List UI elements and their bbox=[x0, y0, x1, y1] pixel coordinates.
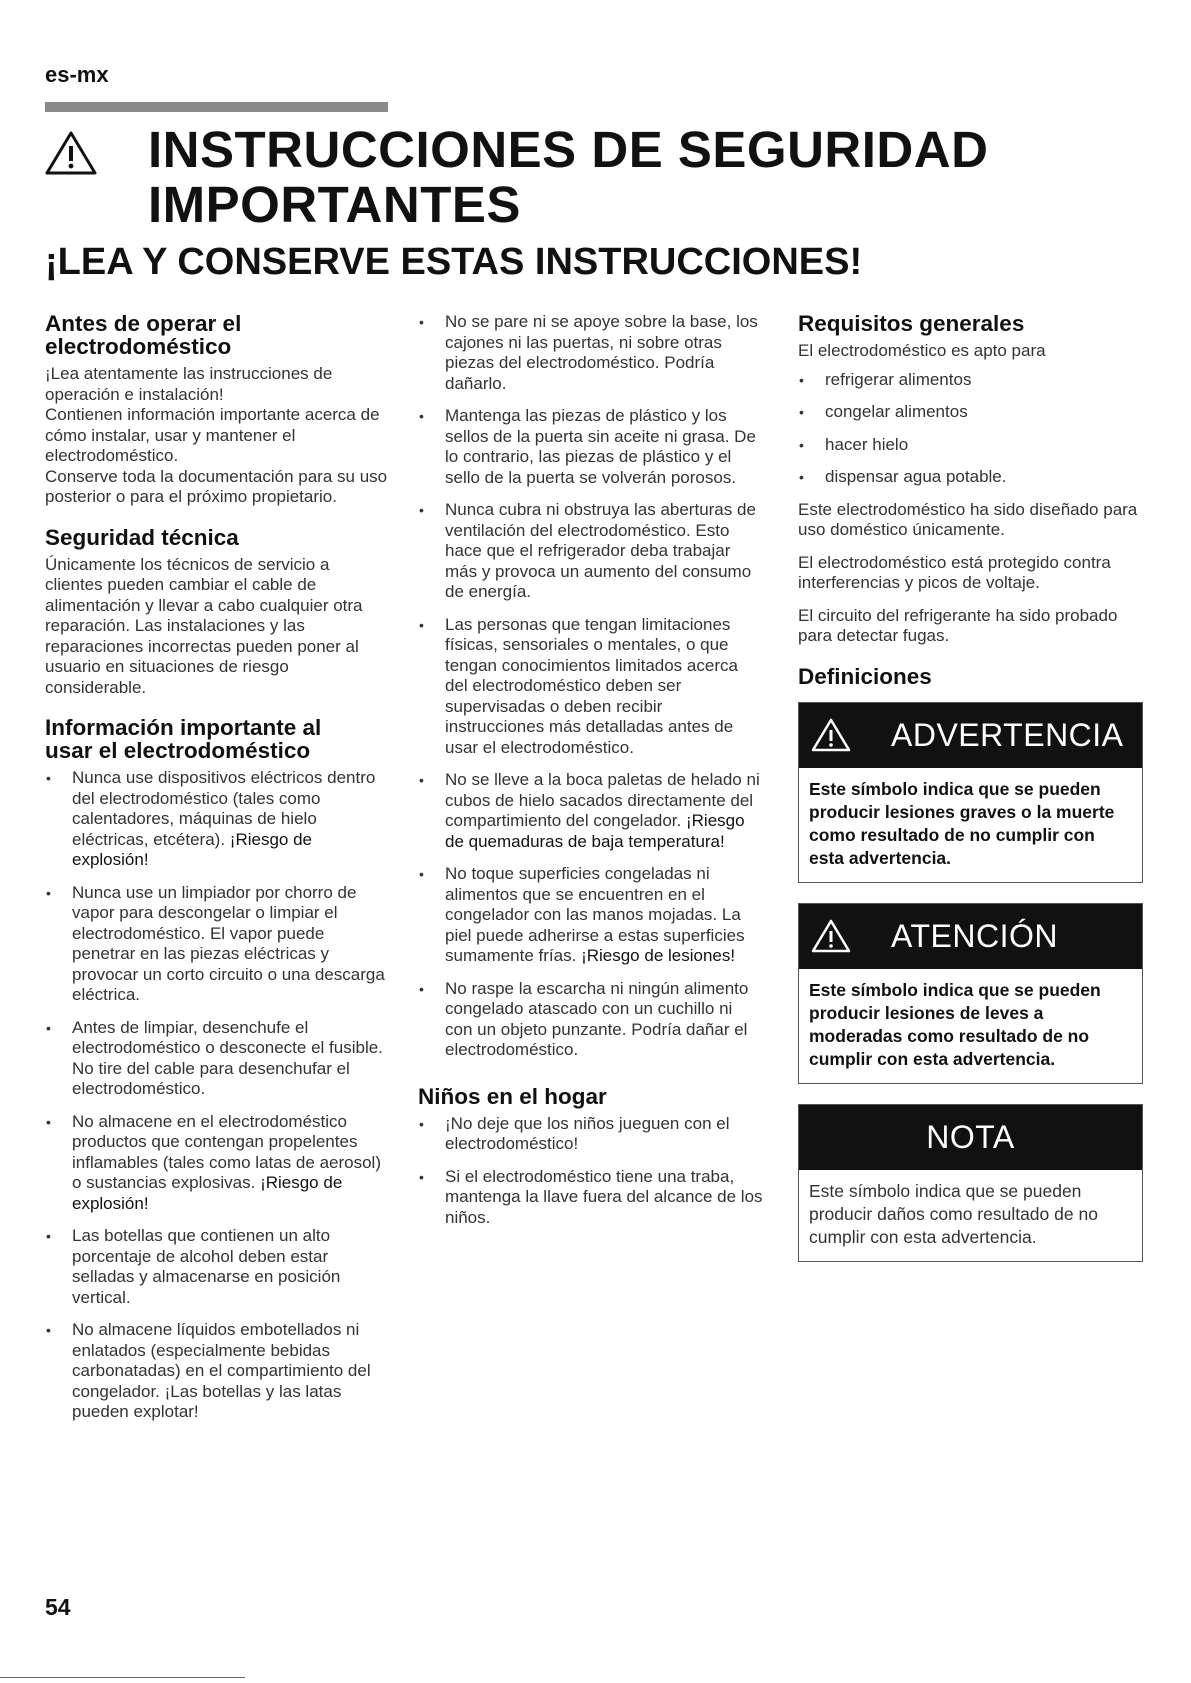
warning-triangle-icon bbox=[811, 918, 851, 954]
column-right bbox=[798, 312, 1143, 1262]
paragraph: El electrodoméstico es apto para bbox=[798, 341, 1046, 360]
page-number: 54 bbox=[45, 1594, 71, 1620]
section-heading-children: Niños en el hogar bbox=[418, 1083, 607, 1109]
list-item bbox=[418, 406, 763, 488]
safety-list bbox=[45, 768, 390, 1423]
list-item: • dispensar agua potable. bbox=[798, 467, 1143, 488]
paragraph: Únicamente los técnicos de servicio a clientes pueden cambiar el cable de alimentación y llevar a cabo cualquier otra reparación. Las instalaciones y las reparaciones incorrectas pueden poner al usuario en situaciones de riesgo considerable. bbox=[45, 554, 363, 697]
list-item-text: No tire del cable para desenchufar el electrodoméstico. bbox=[72, 1058, 350, 1098]
list-item bbox=[418, 500, 763, 603]
note-box-text: Este símbolo indica que se pueden producir daños como resultado de no cumplir con esta advertencia. bbox=[809, 1180, 1098, 1247]
section-heading-general-requirements: Requisitos generales bbox=[798, 311, 1025, 336]
list-item-text: ¡No deje que los niños jueguen con el electrodoméstico! bbox=[445, 1113, 730, 1153]
section-heading-important-info bbox=[45, 716, 390, 762]
page-subtitle: ¡LEA Y CONSERVE ESTAS INSTRUCCIONES! bbox=[45, 241, 863, 283]
page-title-line1: INSTRUCCIONES DE SEGURIDAD bbox=[148, 121, 989, 178]
page-title bbox=[148, 122, 988, 232]
list-item-text: No almacene líquidos embotellados ni enlatados (especialmente bebidas carbonatadas) en el compartimiento del congelador. ¡Las botellas y las latas pueden explotar! bbox=[72, 1320, 371, 1421]
risk-warning: ¡Riesgo de quemaduras de baja temperatura! bbox=[445, 811, 745, 851]
list-item bbox=[45, 1226, 390, 1308]
list-item bbox=[418, 1114, 763, 1155]
paragraph: El circuito del refrigerante ha sido probado para detectar fugas. bbox=[798, 605, 1118, 645]
list-item-text: Si el electrodoméstico tiene una traba, mantenga la llave fuera del alcance de los niños. bbox=[445, 1166, 763, 1227]
footer-rule bbox=[0, 1677, 245, 1678]
note-box-title: NOTA bbox=[926, 1118, 1015, 1155]
uses-list bbox=[798, 370, 1143, 488]
list-item-text: Nunca use dispositivos eléctricos dentro del electrodoméstico (tales como calentadores, máquinas de hielo eléctricas, etcétera). bbox=[72, 768, 376, 849]
list-item: • refrigerar alimentos bbox=[798, 370, 1143, 391]
list-item-text: Antes de limpiar, desenchufe el electrodoméstico o desconecte el fusible. bbox=[72, 1017, 383, 1057]
list-item bbox=[45, 1320, 390, 1423]
list-item bbox=[418, 312, 763, 394]
heading-line: electrodoméstico bbox=[45, 334, 232, 359]
list-item bbox=[45, 1112, 390, 1215]
section-heading-definitions: Definiciones bbox=[798, 663, 932, 689]
paragraph: Este electrodoméstico ha sido diseñado para uso doméstico únicamente. bbox=[798, 499, 1138, 539]
heading-line: usar el electrodoméstico bbox=[45, 738, 311, 763]
warning-box-header bbox=[799, 703, 1142, 768]
list-item bbox=[418, 615, 763, 759]
caution-box-header bbox=[799, 904, 1142, 969]
caution-box-title: ATENCIÓN bbox=[891, 917, 1058, 954]
list-item: • congelar alimentos bbox=[798, 402, 1143, 423]
paragraph: Contienen información importante acerca de cómo instalar, usar y mantener el electrodoméstico. bbox=[45, 405, 380, 465]
warning-triangle-icon bbox=[45, 130, 97, 176]
paragraph: Conserve toda la documentación para su uso posterior o para el próximo propietario. bbox=[45, 466, 388, 506]
list-item-text: Las personas que tengan limitaciones físicas, sensoriales o mentales, o que tengan conocimientos limitados acerca del electrodoméstico deben ser supervisadas o deben recibir instrucciones más detalladas antes de usar el electrodoméstico. bbox=[445, 614, 738, 757]
list-item bbox=[45, 1018, 390, 1100]
list-item-text: Nunca cubra ni obstruya las aberturas de ventilación del electrodoméstico. Esto hace que el refrigerador deba trabajar más y provoca un aumento del consumo de energía. bbox=[445, 500, 756, 601]
note-box bbox=[798, 1104, 1143, 1262]
paragraph: El electrodoméstico está protegido contra interferencias y picos de voltaje. bbox=[798, 552, 1111, 592]
risk-warning: ¡Riesgo de explosión! bbox=[72, 1173, 343, 1213]
list-item bbox=[45, 883, 390, 1006]
list-item bbox=[418, 1167, 763, 1229]
list-item-text: No se lleve a la boca paletas de helado ni cubos de hielo sacados directamente del compartimiento del congelador. bbox=[445, 770, 760, 830]
list-item-text: No se pare ni se apoye sobre la base, los cajones ni las puertas, ni sobre otras piezas del electrodoméstico. Podría dañarlo. bbox=[445, 312, 758, 393]
paragraph: ¡Lea atentamente las instrucciones de operación e instalación! bbox=[45, 364, 333, 404]
column-left bbox=[45, 312, 390, 1435]
heading-line: Información importante al bbox=[45, 715, 322, 740]
list-item bbox=[418, 864, 763, 967]
caution-box bbox=[798, 903, 1143, 1084]
heading-line: Antes de operar el bbox=[45, 311, 242, 336]
warning-box bbox=[798, 702, 1143, 883]
list-item: • hacer hielo bbox=[798, 435, 1143, 456]
column-middle bbox=[418, 312, 763, 1240]
list-item bbox=[418, 770, 763, 852]
warning-box-text: Este símbolo indica que se pueden producir lesiones graves o la muerte como resultado de no cumplir con esta advertencia. bbox=[809, 778, 1115, 868]
caution-box-text: Este símbolo indica que se pueden producir lesiones de leves a moderadas como resultado de no cumplir con esta advertencia. bbox=[809, 979, 1101, 1069]
note-box-header bbox=[799, 1105, 1142, 1170]
list-item-text: No almacene en el electrodoméstico productos que contengan propelentes inflamables (tales como latas de aerosol) o sustancias explosivas. bbox=[72, 1111, 381, 1192]
risk-warning: ¡Riesgo de explosión! bbox=[72, 829, 313, 869]
list-item-text: No toque superficies congeladas ni alimentos que se encuentren en el congelador con las manos mojadas. La piel puede adherirse a estas superficies sumamente frías. bbox=[445, 864, 745, 965]
list-item-text: Las botellas que contienen un alto porcentaje de alcohol deben estar selladas y almacenarse en posición vertical. bbox=[72, 1226, 341, 1307]
list-item bbox=[418, 979, 763, 1061]
locale-label: es-mx bbox=[45, 62, 109, 87]
list-item bbox=[45, 768, 390, 871]
section-heading-technical-safety: Seguridad técnica bbox=[45, 524, 239, 550]
warning-triangle-icon bbox=[811, 717, 851, 753]
list-item-text: Mantenga las piezas de plástico y los sellos de la puerta sin aceite ni grasa. De lo contrario, las piezas de plástico y el sello de la puerta se volverán porosos. bbox=[445, 406, 756, 487]
list-item-text: No raspe la escarcha ni ningún alimento congelado atascado con un cuchillo ni con un objeto punzante. Podría dañar el electrodoméstico. bbox=[445, 978, 749, 1059]
risk-warning: ¡Riesgo de lesiones! bbox=[581, 946, 736, 965]
header-rule bbox=[45, 102, 388, 112]
list-item-text: Nunca use un limpiador por chorro de vapor para descongelar o limpiar el electrodoméstico. El vapor puede penetrar en las piezas eléctricas y provocar un corto circuito o una descarga eléctrica. bbox=[72, 882, 385, 1004]
page-title-line2: IMPORTANTES bbox=[148, 176, 521, 233]
section-heading-before-operating bbox=[45, 312, 390, 358]
children-list bbox=[418, 1114, 763, 1229]
safety-list bbox=[418, 312, 763, 1061]
warning-box-title: ADVERTENCIA bbox=[891, 716, 1124, 753]
